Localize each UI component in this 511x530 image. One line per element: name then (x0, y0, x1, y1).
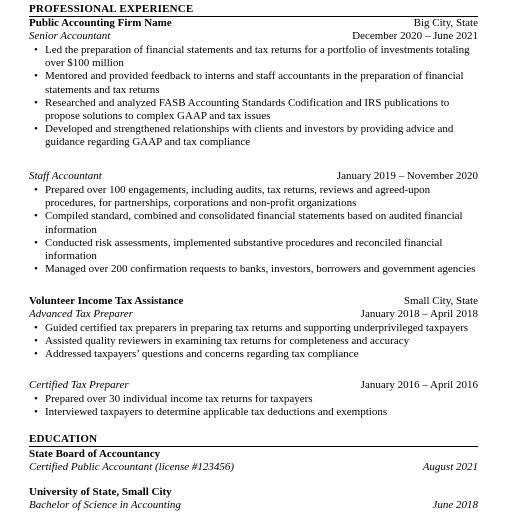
education-header (29, 486, 478, 499)
job-location: Big City, State (413, 17, 478, 29)
role-title: Certified Tax Preparer (29, 379, 129, 391)
education-credential: Bachelor of Science in Accounting (29, 499, 181, 511)
bullet-text: Prepared over 30 individual income tax returns for taxpayers (45, 393, 313, 405)
bullet-icon: • (34, 322, 38, 334)
bullet-text: Researched and analyzed FASB Accounting Standards Codification and IRS publications to propose solutions to complex GAAP and tax issues (45, 96, 450, 123)
bullet-icon: • (34, 184, 38, 196)
bullet-icon: • (34, 123, 38, 136)
education-institution: University of State, Small City (29, 486, 172, 498)
list-item (29, 184, 478, 210)
bullet-icon: • (34, 335, 38, 348)
list-item (29, 263, 478, 276)
bullet-text: Prepared over 100 engagements, including audits, tax returns, reviews and agreed-upon procedures, for partnerships, corporations and non-profit organizations (45, 184, 431, 210)
bullet-text: Managed over 200 confirmation requests to banks, investors, borrowers and government agencies (45, 263, 476, 276)
role-header (29, 379, 478, 392)
role-title: Staff Accountant (29, 170, 102, 182)
bullet-text: Guided certified tax preparers in preparing tax returns and supporting underprivileged taxpayers (45, 322, 469, 334)
bullet-text: Interviewed taxpayers to determine applicable tax deductions and exemptions (45, 406, 388, 419)
education-header (29, 448, 478, 461)
bullet-list (29, 184, 478, 276)
role-dates: January 2019 – November 2020 (336, 170, 478, 182)
section-heading-education: EDUCATION (29, 433, 478, 447)
role-header (29, 30, 478, 43)
bullet-icon: • (34, 210, 38, 223)
bullet-icon: • (34, 406, 38, 419)
bullet-icon: • (34, 70, 38, 83)
job-organization: Volunteer Income Tax Assistance (29, 295, 184, 307)
job-organization: Public Accounting Firm Name (29, 17, 172, 29)
education-detail (29, 461, 478, 474)
bullet-list (29, 393, 478, 419)
bullet-icon: • (34, 236, 38, 249)
education-date: August 2021 (422, 461, 478, 473)
bullet-text: Mentored and provided feedback to interns and staff accountants in the preparation of financial statements and tax returns (45, 70, 464, 96)
list-item (29, 70, 478, 96)
section-heading-experience: PROFESSIONAL EXPERIENCE (29, 3, 478, 17)
list-item (29, 335, 478, 348)
role-title: Senior Accountant (29, 30, 111, 42)
bullet-text: Addressed taxpayers’ questions and concerns regarding tax compliance (45, 348, 359, 361)
education-date: June 2018 (432, 499, 478, 511)
role-title: Advanced Tax Preparer (29, 308, 133, 320)
bullet-text: Compiled standard, combined and consolidated financial statements based on audited financial information (45, 210, 463, 236)
role-dates: January 2016 – April 2016 (360, 379, 478, 391)
role-dates: December 2020 – June 2021 (352, 30, 478, 42)
list-item (29, 406, 478, 419)
education-institution: State Board of Accountancy (29, 448, 161, 460)
list-item (29, 44, 478, 70)
bullet-icon: • (34, 263, 38, 276)
bullet-icon: • (34, 348, 38, 361)
bullet-text: Developed and strengthened relationships with clients and investors by providing advice and guidance regarding GAAP and tax compliance (45, 123, 454, 149)
bullet-icon: • (34, 96, 38, 109)
list-item (29, 322, 478, 335)
role-header (29, 170, 478, 183)
role-header (29, 308, 478, 321)
bullet-icon: • (34, 393, 38, 405)
bullet-text: Assisted quality reviewers in examining tax returns for completeness and accuracy (45, 335, 410, 348)
list-item (29, 237, 478, 263)
education-detail (29, 499, 478, 512)
job-location: Small City, State (403, 295, 478, 307)
bullet-list (29, 44, 478, 150)
list-item (29, 348, 478, 361)
list-item (29, 97, 478, 123)
list-item (29, 210, 478, 236)
job-header (29, 17, 478, 30)
bullet-text: Conducted risk assessments, implemented substantive procedures and reconciled financial information (45, 236, 443, 263)
bullet-icon: • (34, 44, 38, 56)
bullet-list (29, 322, 478, 362)
list-item (29, 393, 478, 406)
list-item (29, 123, 478, 149)
bullet-text: Led the preparation of financial statements and tax returns for a portfolio of investments totaling over $100 million (45, 44, 470, 70)
education-credential: Certified Public Accountant (license #123456) (29, 461, 235, 473)
job-header (29, 295, 478, 308)
role-dates: January 2018 – April 2018 (360, 308, 478, 320)
